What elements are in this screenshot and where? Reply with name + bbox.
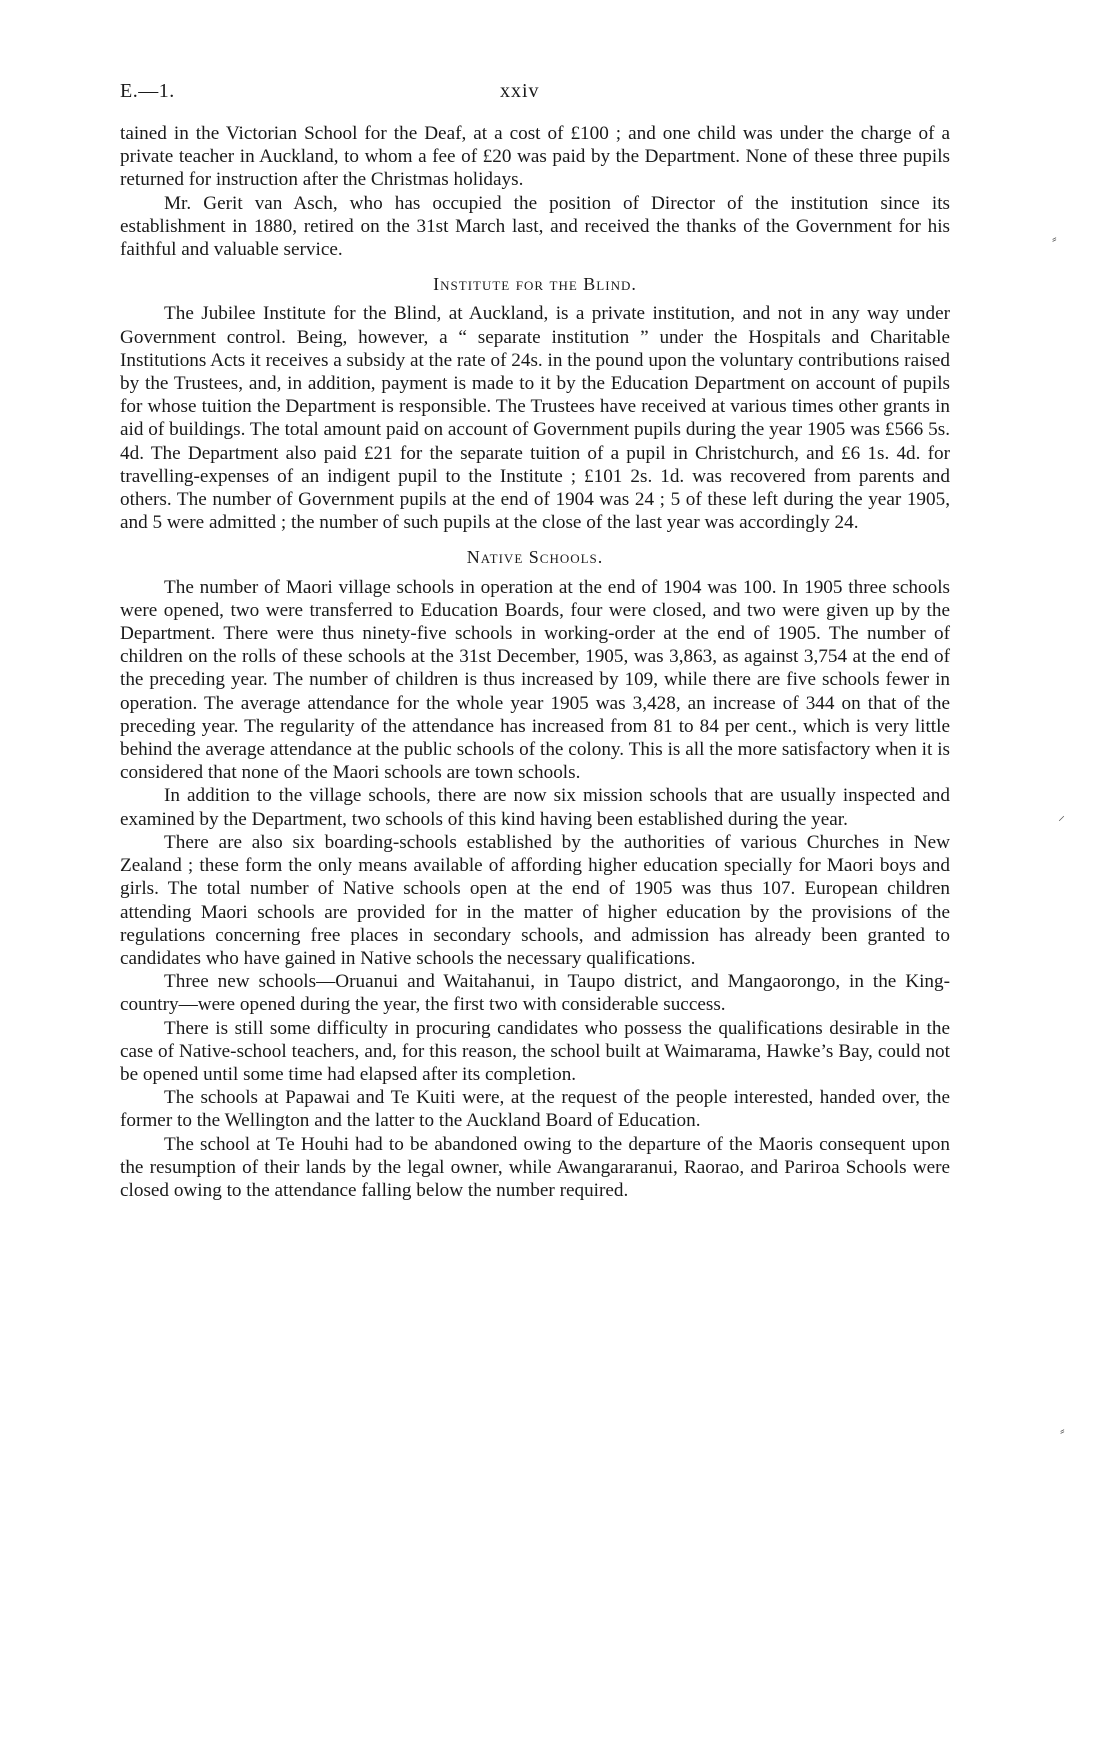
section-heading-blind: Institute for the Blind. — [433, 274, 637, 295]
page-number: xxiv — [500, 80, 540, 102]
margin-mark: ⸗ — [1060, 1424, 1065, 1439]
paragraph: There are also six boarding-schools established by the authorities of various Churches in New Zealand ; these form the only means available of affording higher education specially for Maori boys and girls. The total number of Native schools open at the end of 1905 was thus 107. European children attending Maori schools are provided for in the matter of higher education by the provisions of the regulations concerning free places in secondary schools, and admission has already been granted to candidates who have gained in Native schools the necessary qualifications. — [120, 831, 950, 969]
paragraph: There is still some difficulty in procuring candidates who possess the qualifications desirable in the case of Native-school teachers, and, for this reason, the school built at Waimarama, Hawke’s Bay, could not be opened until some time had elapsed after its completion. — [120, 1017, 950, 1085]
paragraph: The Jubilee Institute for the Blind, at Auckland, is a private institution, and not in any way under Government control. Being, however, a “ separate institution ” under the Hospitals and Charitable Institutions Acts it receives a subsidy at the rate of 24s. in the pound upon the voluntary contributions raised by the Trustees, and, in addition, payment is made to it by the Education Department on account of pupils for whose tuition the Department is responsible. The Trustees have received at various times other grants in aid of buildings. The total amount paid on account of Government pupils during the year 1905 was £566 5s. 4d. The Department also paid £21 for the separate tuition of a pupil in Christchurch, and £6 1s. 4d. for travelling-expenses of an indigent pupil to the Institute ; £101 2s. 1d. was recovered from parents and others. The number of Government pupils at the end of 1904 was 24 ; 5 of these left during the year 1905, and 5 were admitted ; the number of such pupils at the close of the last year was accordingly 24. — [120, 303, 950, 534]
paragraph: In addition to the village schools, there are now six mission schools that are usually inspected and examined by the Department, two schools of this kind having been established during the year. — [120, 785, 950, 830]
margin-mark: ⸝ — [1058, 809, 1065, 824]
page-header — [120, 80, 950, 110]
paragraph: The school at Te Houhi had to be abandoned owing to the departure of the Maoris consequent upon the resumption of their lands by the legal owner, while Awangararanui, Raorao, and Pariroa Schools were closed owing to the attendance falling below the number required. — [120, 1133, 950, 1201]
document-reference: E.—1. — [120, 80, 175, 102]
paragraph: Three new schools—Oruanui and Waitahanui, in Taupo district, and Mangaorongo, in the King-country—were opened during the year, the first two with considerable success. — [120, 971, 950, 1016]
paragraph: The number of Maori village schools in operation at the end of 1904 was 100. In 1905 three schools were opened, two were transferred to Education Boards, four were closed, and two were given up by the Department. There were thus ninety-five schools in working-order at the end of 1905. The number of children on the rolls of these schools at the 31st December, 1905, was 3,863, as against 3,754 at the end of the preceding year. The number of children is thus increased by 109, while there are five schools fewer in operation. The average attendance for the whole year 1905 was 3,428, an increase of 344 on that of the preceding year. The regularity of the attendance has increased from 81 to 84 per cent., which is very little behind the average attendance at the public schools of the colony. This is all the more satisfactory when it is considered that none of the Maori schools are town schools. — [120, 576, 950, 784]
section-heading-native-schools: Native Schools. — [466, 547, 604, 568]
body-text — [120, 122, 950, 1202]
paragraph: tained in the Victorian School for the Deaf, at a cost of £100 ; and one child was under the charge of a private teacher in Auckland, to whom a fee of £20 was paid by the Department. None of these three pupils returned for instruction after the Christmas holidays. — [120, 123, 950, 191]
margin-mark: ⸗ — [1052, 232, 1057, 247]
paragraph: The schools at Papawai and Te Kuiti were, at the request of the people interested, handed over, the former to the Wellington and the latter to the Auckland Board of Education. — [120, 1087, 950, 1132]
paragraph: Mr. Gerit van Asch, who has occupied the position of Director of the institution since its establishment in 1880, retired on the 31st March last, and received the thanks of the Government for his faithful and valuable service. — [120, 192, 950, 261]
